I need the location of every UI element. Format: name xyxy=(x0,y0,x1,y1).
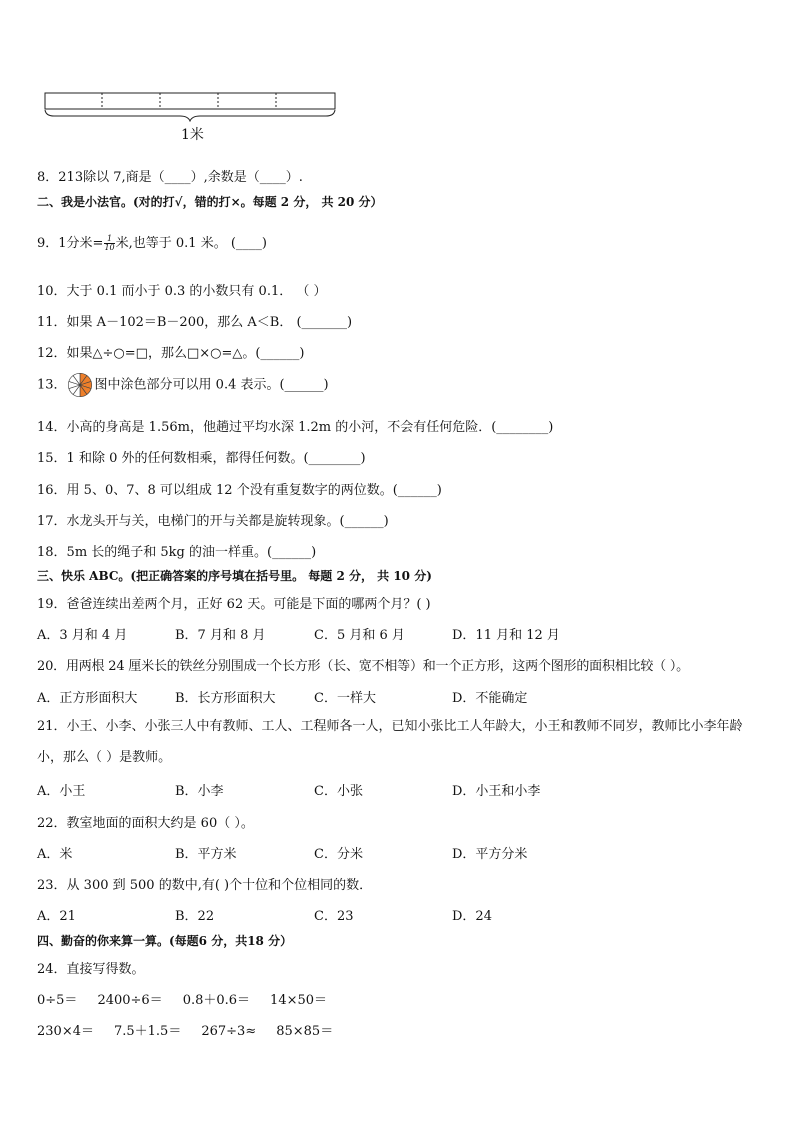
section-2-heading: 二、我是小法官。(对的打√，错的打×。每题 2 分， 共 20 分） xyxy=(37,195,383,209)
question-20-stem: 20．用两根 24 厘米长的铁丝分别围成一个长方形（长、宽不相等）和一个正方形，这两个图形的面积相比较（ ）。 xyxy=(37,659,689,674)
ruler-label: 1米 xyxy=(181,127,204,143)
question-17: 17．水龙头开与关，电梯门的开与关都是旋转现象。(______) xyxy=(37,514,389,529)
option-b: B．22 xyxy=(175,909,215,924)
question-13-text: 图中涂色部分可以用 0.4 表示。(______) xyxy=(94,377,329,393)
question-21-stem: 21．小王、小李、小张三人中有教师、工人、工程师各一人，已知小张比工人年龄大，小王和教师不同岁，教师比小李年龄小，那么（ ）是教师。 xyxy=(37,719,743,765)
option-a: A．小王 xyxy=(37,784,86,799)
calc-item: 14×50＝ xyxy=(270,993,328,1008)
question-18: 18．5m 长的绳子和 5kg 的油一样重。(______) xyxy=(37,545,317,560)
calc-item: 267÷3≈ xyxy=(201,1024,257,1039)
option-d: D．24 xyxy=(452,909,492,924)
option-d: D．小王和小李 xyxy=(452,784,541,799)
option-a: A．米 xyxy=(37,847,73,862)
option-d: D．11 月和 12 月 xyxy=(452,628,560,643)
question-9-suffix: 米,也等于 0.1 米。 (____) xyxy=(115,236,267,251)
question-15: 15．1 和除 0 外的任何数相乘，都得任何数。(________) xyxy=(37,451,366,466)
calc-row-1 xyxy=(37,989,347,1008)
option-c: C．一样大 xyxy=(314,691,376,706)
question-23-stem: 23．从 300 到 500 的数中,有( )个十位和个位相同的数． xyxy=(37,878,373,893)
option-b: B．长方形面积大 xyxy=(175,691,276,706)
question-14: 14．小高的身高是 1.56m，他趟过平均水深 1.2m 的小河，不会有任何危险．(________) xyxy=(37,420,554,435)
calc-item: 2400÷6＝ xyxy=(97,993,163,1008)
question-13 xyxy=(37,372,329,398)
option-d: D．不能确定 xyxy=(452,691,528,706)
question-24-stem: 24．直接写得数。 xyxy=(37,962,145,977)
option-a: A．正方形面积大 xyxy=(37,691,138,706)
meter-ruler-figure xyxy=(44,92,336,122)
fraction-numerator: 1 xyxy=(104,235,114,244)
question-19-stem: 19．爸爸连续出差两个月，正好 62 天。可能是下面的哪两个月？( ) xyxy=(37,597,431,612)
option-c: C．23 xyxy=(314,909,354,924)
section-4-heading: 四、勤奋的你来算一算。(每题6 分，共18 分） xyxy=(37,934,293,948)
section-3-heading: 三、快乐 ABC。(把正确答案的序号填在括号里。 每题 2 分， 共 10 分) xyxy=(37,569,432,583)
question-9 xyxy=(37,232,267,252)
question-9-prefix: 9．1分米= xyxy=(37,236,104,251)
question-12: 12．如果△÷○=□，那么□×○=△。(______) xyxy=(37,346,305,361)
option-b: B．平方米 xyxy=(175,847,237,862)
fraction xyxy=(104,235,114,252)
question-16: 16．用 5、0、7、8 可以组成 12 个没有重复数字的两位数。(______) xyxy=(37,483,442,498)
calc-item: 7.5＋1.5＝ xyxy=(113,1024,182,1039)
calc-item: 230×4＝ xyxy=(37,1024,94,1039)
question-8: 8．213除以 7,商是（____）,余数是（____）. xyxy=(37,170,303,185)
question-10: 10．大于 0.1 而小于 0.3 的小数只有 0.1． （ ） xyxy=(37,284,327,299)
fraction-denominator: 10 xyxy=(104,243,115,252)
option-b: B．7 月和 8 月 xyxy=(175,628,266,643)
option-a: A．3 月和 4 月 xyxy=(37,628,128,643)
calc-item: 0÷5＝ xyxy=(37,993,78,1008)
calc-row-2 xyxy=(37,1020,353,1039)
option-d: D．平方分米 xyxy=(452,847,528,862)
shaded-circle-figure xyxy=(67,372,93,398)
calc-item: 85×85＝ xyxy=(276,1024,334,1039)
option-b: B．小李 xyxy=(175,784,224,799)
option-c: C．5 月和 6 月 xyxy=(314,628,405,643)
question-13-prefix: 13． xyxy=(37,377,67,393)
option-c: C．小张 xyxy=(314,784,363,799)
question-11: 11．如果 A－102＝B－200，那么 A＜B． (_______) xyxy=(37,315,353,330)
question-22-stem: 22．教室地面的面积大约是 60（ ）。 xyxy=(37,816,254,831)
calc-item: 0.8＋0.6＝ xyxy=(182,993,251,1008)
option-a: A．21 xyxy=(37,909,76,924)
option-c: C．分米 xyxy=(314,847,363,862)
